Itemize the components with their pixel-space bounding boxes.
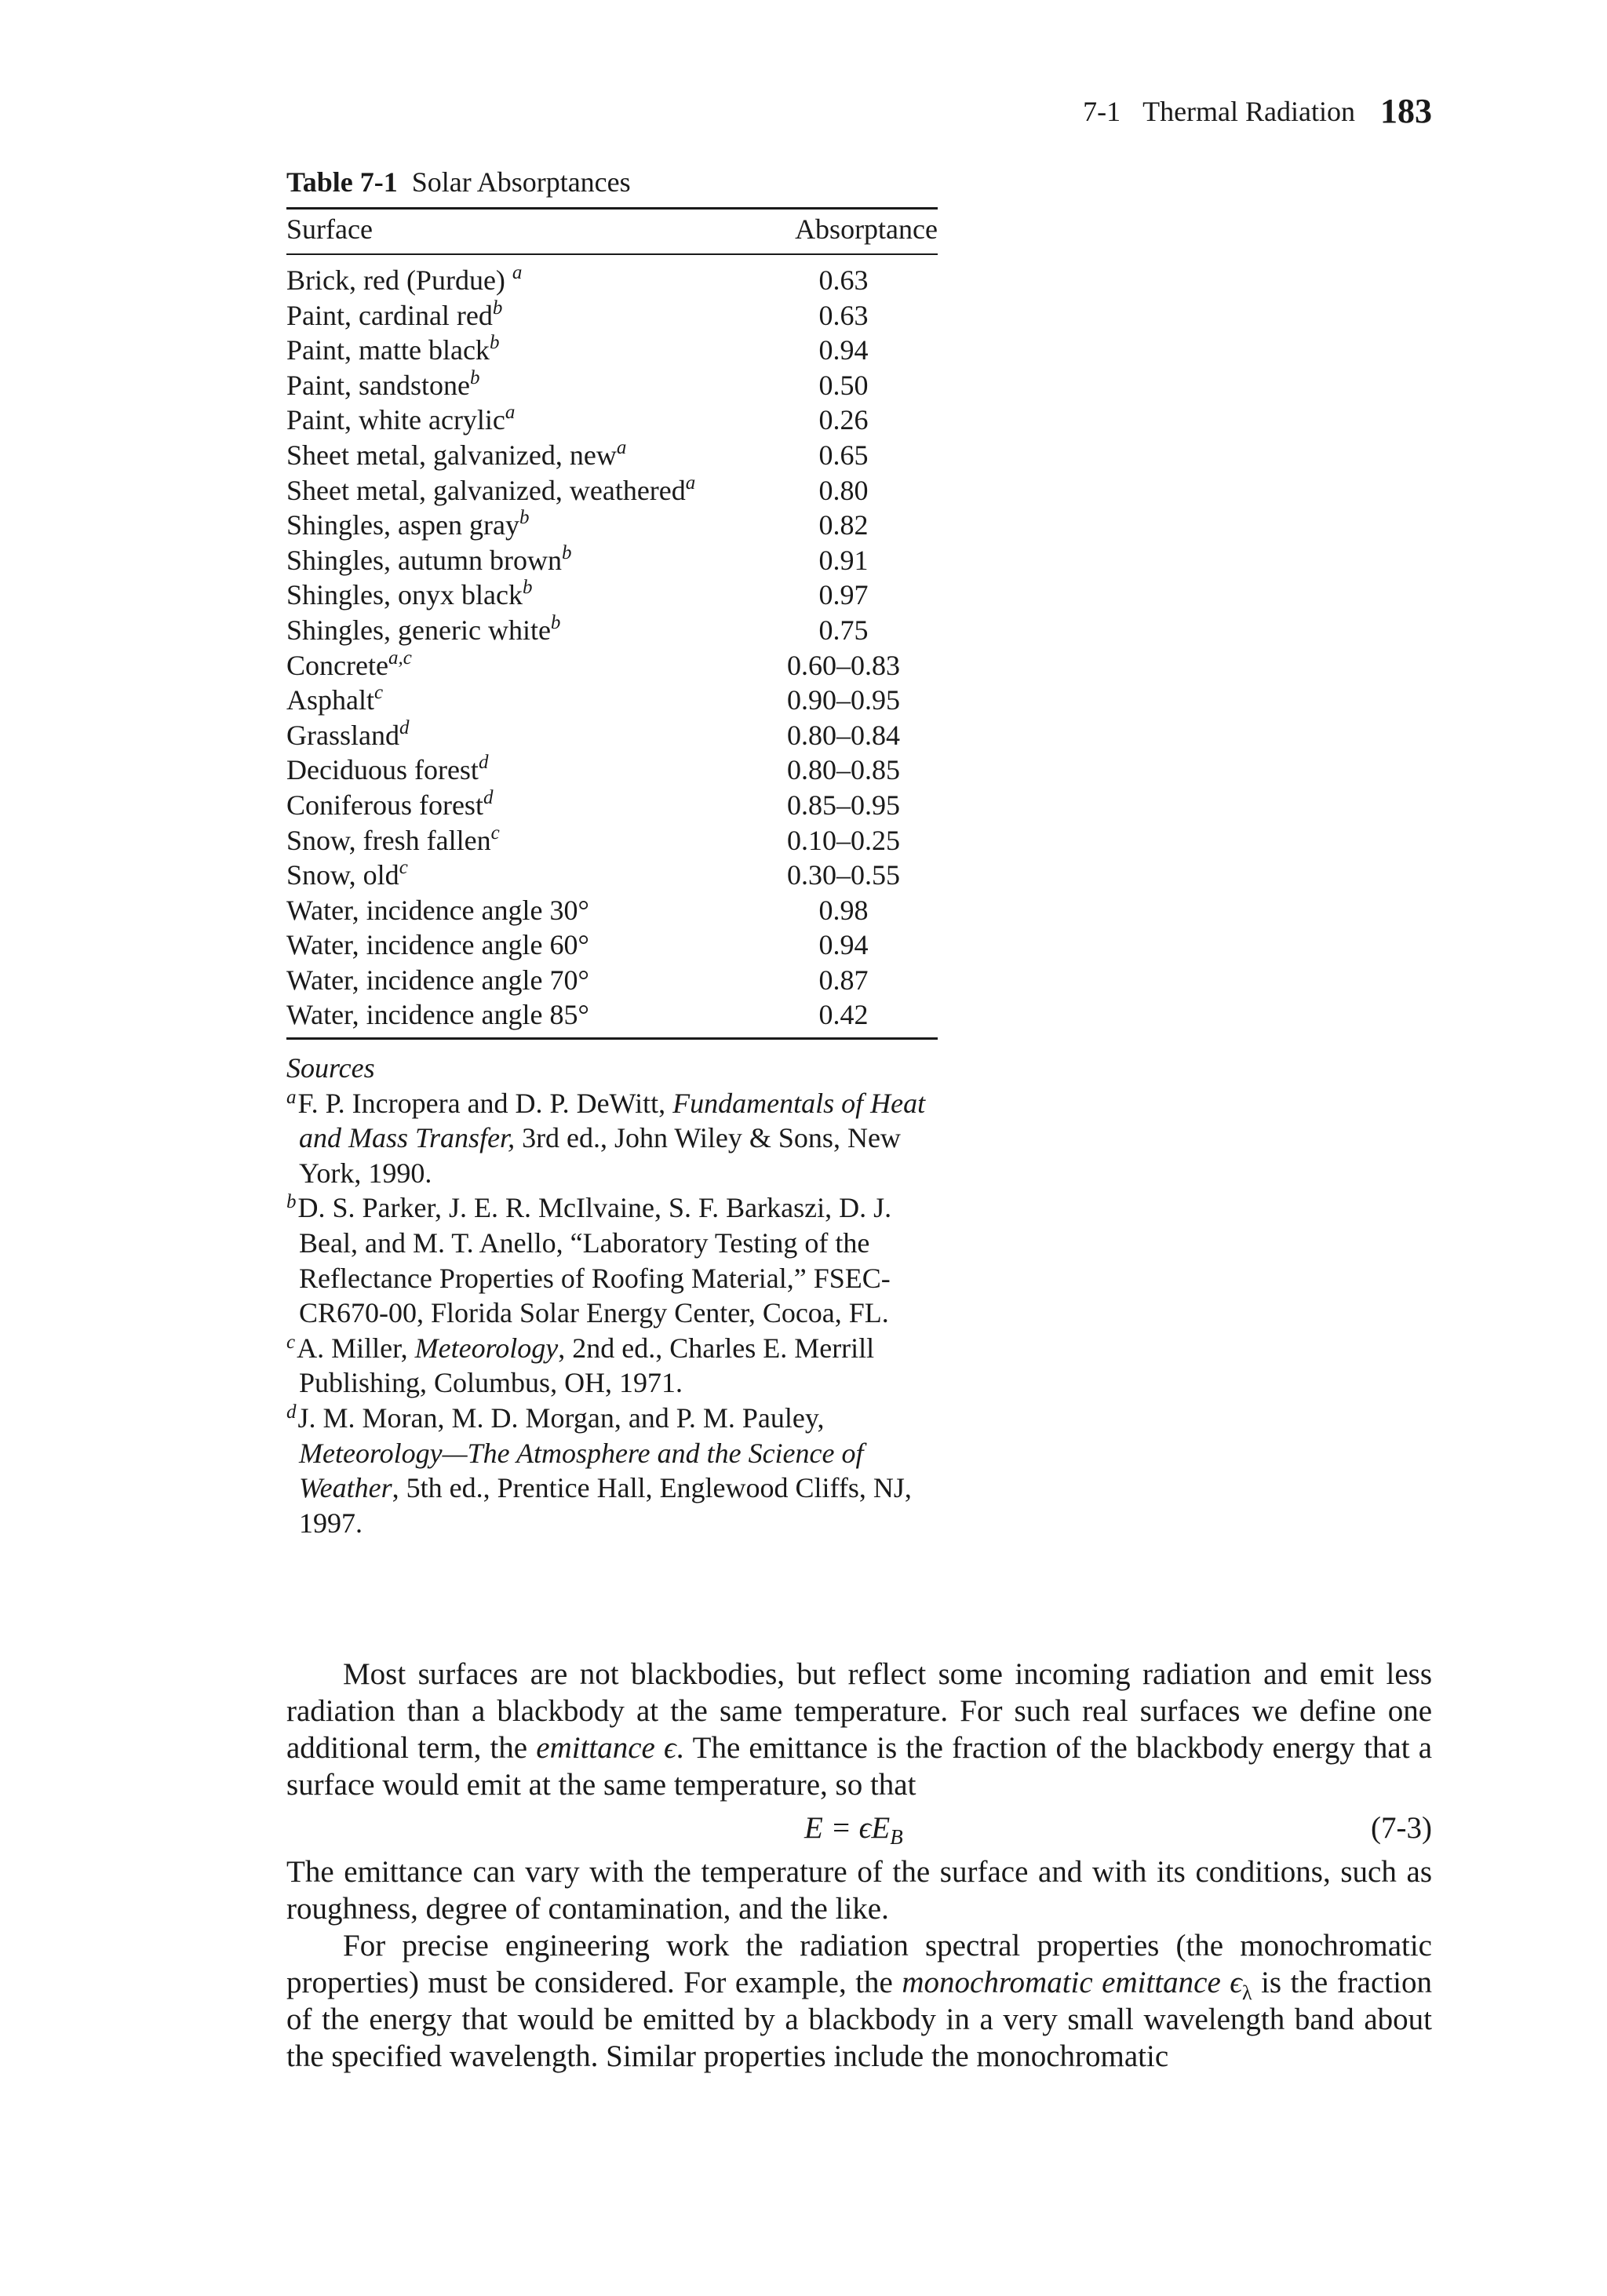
table-row [286, 543, 938, 578]
equation-expression [804, 1805, 903, 1852]
equation-lhs: E = ϵE [804, 1811, 891, 1845]
surface-name: Sheet metal, galvanized, new [286, 439, 617, 471]
surface-name: Snow, fresh fallen [286, 824, 491, 856]
surface-cell [286, 823, 749, 858]
surface-name: Paint, matte black [286, 334, 490, 366]
source-entry [286, 1331, 938, 1401]
section-title: Thermal Radiation [1142, 96, 1355, 127]
table-row [286, 858, 938, 893]
footnote-mark: b [469, 366, 480, 388]
surface-cell [286, 858, 749, 893]
absorptance-cell: 0.91 [818, 544, 869, 576]
source-text: F. P. Incropera and D. P. DeWitt, [297, 1087, 673, 1119]
table-row [286, 997, 938, 1033]
footnote-mark: d [483, 786, 494, 808]
absorptance-cell: 0.90–0.95 [787, 684, 900, 716]
table-header-row [286, 210, 938, 253]
table-body [286, 255, 938, 1037]
column-header-surface: Surface [286, 213, 373, 245]
table-caption [286, 163, 938, 201]
paragraph-3-text-b: is the fraction of the energy that would be emitted by a blackbody in a very small wavelength band about the specified wavelength. Similar properties include the monochromatic [286, 1966, 1432, 2073]
table-row [286, 438, 938, 473]
table-row [286, 368, 938, 403]
footnote-mark: d [399, 716, 410, 738]
surface-cell [286, 648, 749, 683]
absorptance-cell: 0.80 [818, 474, 869, 506]
surface-cell [286, 718, 749, 753]
surface-cell [286, 997, 749, 1033]
paragraph-3-text-a: For precise engineering work the radiation spectral properties (the monochromatic properties) must be considered. For example, the [286, 1929, 1432, 1999]
footnote-mark: b [522, 577, 533, 599]
equation-subscript: B [890, 1825, 903, 1849]
surface-name: Grassland [286, 719, 399, 751]
absorptance-cell: 0.60–0.83 [787, 649, 900, 681]
absorptance-cell: 0.80–0.85 [787, 754, 900, 786]
table-row [286, 473, 938, 508]
absorptance-cell: 0.94 [818, 929, 869, 961]
source-text: Meteorology [414, 1332, 559, 1364]
surface-name: Concrete [286, 649, 388, 681]
absorptance-cell: 0.50 [818, 369, 869, 401]
surface-cell [286, 508, 749, 543]
footnote-mark: a [505, 402, 516, 424]
surface-cell [286, 578, 749, 613]
table-row [286, 403, 938, 438]
surface-name: Water, incidence angle 30° [286, 894, 589, 926]
surface-cell [286, 928, 749, 963]
footnote-mark: c [399, 857, 408, 879]
source-text: Fundamentals of Heat and Mass Transfer, [299, 1087, 926, 1154]
absorptance-cell: 0.30–0.55 [787, 859, 900, 891]
footnote-mark: a [616, 436, 627, 458]
table-bottom-rule [286, 1037, 938, 1040]
source-text: J. M. Moran, M. D. Morgan, and P. M. Pauley, [297, 1402, 825, 1434]
footnote-mark: b [550, 611, 561, 633]
table-row [286, 823, 938, 858]
table-row [286, 788, 938, 823]
footnote-mark: b [489, 332, 500, 354]
source-mark: c [286, 1331, 296, 1353]
surface-cell [286, 438, 749, 473]
table-row [286, 928, 938, 963]
term-emittance: emittance ϵ [536, 1731, 676, 1765]
absorptance-cell: 0.63 [818, 264, 869, 296]
table-row [286, 508, 938, 543]
surface-name: Deciduous forest [286, 754, 479, 786]
absorptance-table [286, 163, 938, 1540]
absorptance-cell: 0.80–0.84 [787, 719, 900, 751]
surface-cell [286, 963, 749, 998]
surface-cell [286, 543, 749, 578]
footnote-mark: b [519, 507, 530, 529]
paragraph-1-text-b: . The emittance is the fraction of the blackbody energy that a surface would emit at the same temperature, so that [286, 1731, 1433, 1802]
absorptance-cell: 0.85–0.95 [787, 789, 900, 821]
source-text: , 2nd ed., Charles E. Merrill Publishing, Columbus, OH, 1971. [299, 1332, 875, 1399]
table-row [286, 683, 938, 718]
surface-cell [286, 368, 749, 403]
source-mark: b [286, 1191, 297, 1213]
table-row [286, 753, 938, 788]
absorptance-cell: 0.63 [818, 299, 869, 331]
absorptance-cell: 0.42 [818, 999, 869, 1031]
equation-number: (7-3) [1371, 1811, 1432, 1845]
footnote-mark: a [512, 262, 523, 283]
source-entry [286, 1401, 938, 1540]
table-row [286, 648, 938, 683]
source-mark: d [286, 1401, 297, 1423]
source-text: 3rd ed., John Wiley & Sons, New York, 1990. [299, 1122, 901, 1189]
table-row [286, 333, 938, 368]
page-number: 183 [1380, 92, 1432, 130]
surface-cell [286, 263, 749, 298]
surface-name: Water, incidence angle 60° [286, 929, 589, 961]
sources-list [286, 1086, 938, 1541]
surface-cell [286, 298, 749, 333]
surface-cell [286, 473, 749, 508]
surface-cell [286, 333, 749, 368]
surface-name: Water, incidence angle 85° [286, 999, 589, 1031]
lambda-subscript: λ [1241, 1981, 1252, 2004]
footnote-mark: b [561, 541, 572, 563]
surface-name: Water, incidence angle 70° [286, 964, 589, 996]
surface-cell [286, 788, 749, 823]
source-entry [286, 1086, 938, 1191]
surface-cell [286, 753, 749, 788]
table-row [286, 718, 938, 753]
absorptance-cell: 0.10–0.25 [787, 824, 900, 856]
footnote-mark: c [490, 822, 500, 844]
absorptance-cell: 0.82 [818, 509, 869, 541]
surface-cell [286, 403, 749, 438]
source-mark: a [286, 1086, 297, 1108]
absorptance-cell: 0.87 [818, 964, 869, 996]
surface-name: Snow, old [286, 859, 399, 891]
paragraph-1 [286, 1656, 1432, 1803]
surface-name: Paint, cardinal red [286, 299, 493, 331]
table-row [286, 298, 938, 333]
surface-name: Brick, red (Purdue) [286, 264, 512, 296]
source-text: Meteorology—The Atmosphere and the Science of Weather [299, 1437, 864, 1504]
source-text: , 5th ed., Prentice Hall, Englewood Cliffs, NJ, 1997. [299, 1472, 912, 1539]
surface-name: Shingles, autumn brown [286, 544, 562, 576]
footnote-mark: a [685, 472, 696, 494]
surface-cell [286, 613, 749, 648]
surface-name: Paint, white acrylic [286, 404, 505, 436]
table-sources [286, 1051, 938, 1540]
sources-label: Sources [286, 1052, 375, 1084]
surface-name: Shingles, onyx black [286, 579, 523, 611]
absorptance-cell: 0.94 [818, 334, 869, 366]
absorptance-cell: 0.75 [818, 614, 869, 646]
paragraph-2: The emittance can vary with the temperature of the surface and with its conditions, such as roughness, degree of contamination, and the like. [286, 1855, 1432, 1926]
surface-name: Shingles, aspen gray [286, 509, 519, 541]
paragraph-3 [286, 1927, 1432, 2075]
surface-name: Paint, sandstone [286, 369, 470, 401]
surface-cell [286, 893, 749, 928]
term-monochromatic-emittance-text: monochromatic emittance ϵ [902, 1966, 1242, 1999]
absorptance-cell: 0.98 [818, 894, 869, 926]
surface-name: Asphalt [286, 684, 374, 716]
source-text: A. Miller, [297, 1332, 415, 1364]
column-header-absorptance: Absorptance [795, 213, 938, 245]
surface-cell [286, 683, 749, 718]
table-title: Solar Absorptances [411, 166, 631, 198]
source-entry [286, 1190, 938, 1330]
footnote-mark: b [492, 297, 503, 319]
source-text: D. S. Parker, J. E. R. McIlvaine, S. F. Barkaszi, D. J. Beal, and M. T. Anello, “Laboratory Testing of the Reflectance Properties of Roofing Material,” FSEC-CR670-00, Florida Solar Energy Center, Cocoa, FL. [297, 1192, 892, 1329]
table-row [286, 963, 938, 998]
paragraph-1-text-a: Most surfaces are not blackbodies, but reflect some incoming radiation and emit less radiation than a blackbody at the same temperature. For such real surfaces we define one additional term, the [286, 1657, 1432, 1765]
footnote-mark: d [478, 752, 489, 774]
absorptance-cell: 0.26 [818, 404, 869, 436]
table-label: Table 7-1 [286, 166, 398, 198]
table-row [286, 613, 938, 648]
term-monochromatic-emittance [902, 1966, 1252, 2004]
table-row [286, 263, 938, 298]
surface-name: Shingles, generic white [286, 614, 551, 646]
table-row [286, 578, 938, 613]
footnote-mark: c [374, 682, 384, 704]
running-header [286, 88, 1432, 135]
surface-name: Sheet metal, galvanized, weathered [286, 474, 686, 506]
surface-name: Coniferous forest [286, 789, 483, 821]
footnote-mark: a,c [388, 647, 412, 669]
table-row [286, 893, 938, 928]
equation-7-3 [286, 1805, 1432, 1852]
body-text [286, 1656, 1432, 2075]
absorptance-cell: 0.65 [818, 439, 869, 471]
absorptance-cell: 0.97 [818, 579, 869, 611]
section-number: 7-1 [1083, 96, 1121, 127]
